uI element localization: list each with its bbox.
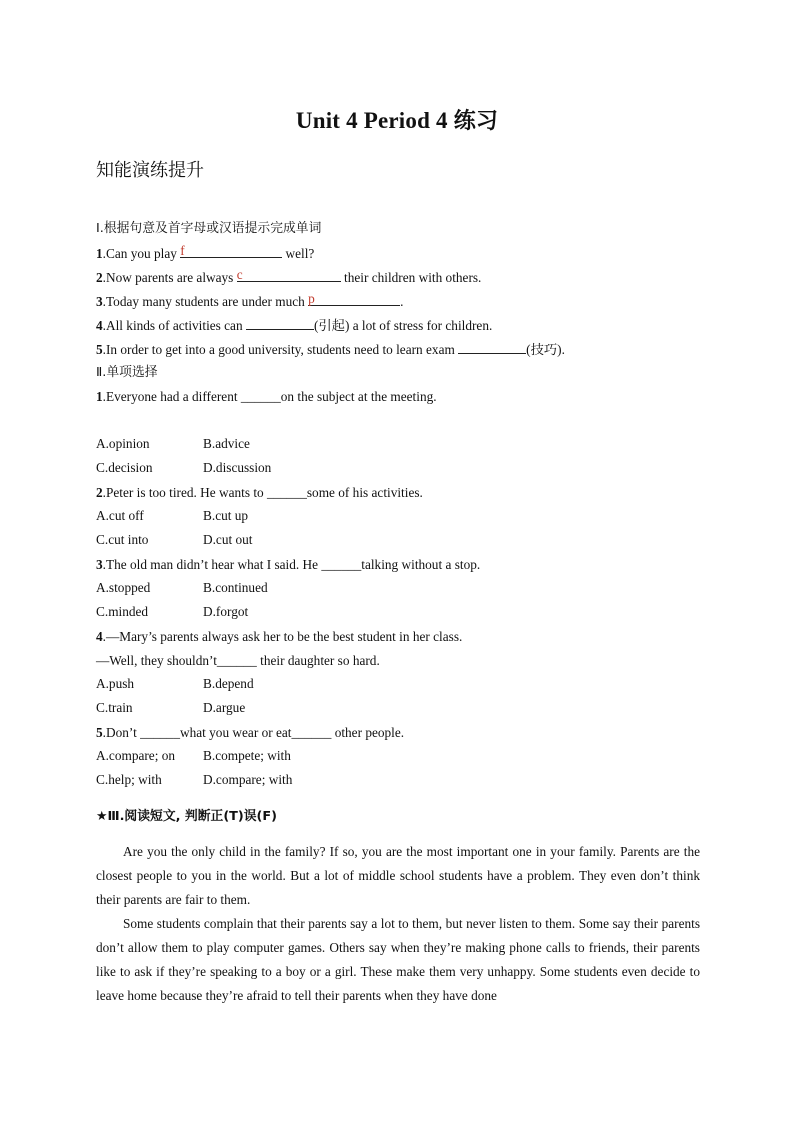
initial-letter-hint: p	[308, 291, 315, 306]
option-d[interactable]: D.discussion	[203, 460, 272, 475]
section1-heading: Ⅰ.根据句意及首字母或汉语提示完成单词	[96, 221, 322, 236]
option-a[interactable]: A.cut off	[96, 508, 144, 523]
item-number: 3	[96, 294, 103, 309]
fill-item-5: 5.In order to get into a good university, students need to learn exam (技巧).	[96, 342, 565, 357]
question-4-reply: —Well, they shouldn’t______ their daughter so hard.	[96, 653, 380, 668]
option-d[interactable]: D.forgot	[203, 604, 249, 619]
option-d[interactable]: D.argue	[203, 700, 246, 715]
option-b[interactable]: B.continued	[203, 580, 268, 595]
answer-blank[interactable]	[246, 316, 314, 330]
option-b[interactable]: B.cut up	[203, 508, 249, 523]
question-1-stem: 1.Everyone had a different ______on the subject at the meeting.	[96, 389, 437, 404]
question-2-stem: 2.Peter is too tired. He wants to ______some of his activities.	[96, 485, 423, 500]
item-number: 1	[96, 246, 103, 261]
option-c[interactable]: C.cut into	[96, 532, 149, 547]
passage-paragraph-2: Some students complain that their parents say a lot to them, but never listen to them. Some say their parents don’t allow them to play computer games. Others say when they’re making phone calls to friends, their parents like to ask if they’re speaking to a boy or a girl. These make them very unhappy. Some students even decide to leave home because they’re afraid to tell their parents when they have done	[96, 916, 700, 1003]
fill-item-3: 3.Today many students are under much p .	[96, 291, 404, 309]
passage-paragraph-1: Are you the only child in the family? If so, you are the most important one in your family. Parents are the closest people to you in the world. But a lot of middle school students have a problem. They even don’t think their parents are fair to them.	[96, 844, 700, 907]
option-c[interactable]: C.train	[96, 700, 133, 715]
item-number: 5	[96, 342, 103, 357]
fill-item-4: 4.All kinds of activities can (引起) a lot of stress for children.	[96, 318, 493, 333]
answer-blank[interactable]	[180, 244, 282, 258]
option-a[interactable]: A.push	[96, 676, 135, 691]
option-c[interactable]: C.minded	[96, 604, 149, 619]
question-4-stem: 4.—Mary’s parents always ask her to be the best student in her class.	[96, 629, 463, 644]
option-b[interactable]: B.compete; with	[203, 748, 291, 763]
option-d[interactable]: D.compare; with	[203, 772, 293, 787]
initial-letter-hint: f	[180, 243, 185, 258]
title-chinese: 练习	[453, 109, 499, 134]
option-a[interactable]: A.stopped	[96, 580, 151, 595]
title-english: Unit 4 Period 4	[295, 108, 454, 133]
section3-heading: ★Ⅲ.阅读短文, 判断正(T)误(F)	[96, 809, 277, 824]
item-number: 2	[96, 270, 103, 285]
answer-blank[interactable]	[308, 292, 400, 306]
fill-item-1: 1.Can you play f well?	[96, 243, 315, 261]
option-a[interactable]: A.compare; on	[96, 748, 176, 763]
fill-item-2: 2.Now parents are always c their children with others.	[96, 267, 482, 285]
option-c[interactable]: C.help; with	[96, 772, 162, 787]
answer-blank[interactable]	[458, 340, 526, 354]
subheading: 知能演练提升	[96, 160, 204, 181]
option-c[interactable]: C.decision	[96, 460, 153, 475]
reading-passage	[96, 840, 700, 1008]
option-d[interactable]: D.cut out	[203, 532, 253, 547]
initial-letter-hint: c	[236, 267, 243, 282]
option-a[interactable]: A.opinion	[96, 436, 150, 451]
item-number: 4	[96, 318, 103, 333]
question-3-stem: 3.The old man didn’t hear what I said. He ______talking without a stop.	[96, 557, 481, 572]
section2-heading: Ⅱ.单项选择	[96, 365, 158, 380]
answer-blank[interactable]	[237, 268, 341, 282]
page-title	[0, 104, 794, 135]
option-b[interactable]: B.advice	[203, 436, 250, 451]
option-b[interactable]: B.depend	[203, 676, 254, 691]
question-5-stem: 5.Don’t ______what you wear or eat______ other people.	[96, 725, 405, 740]
